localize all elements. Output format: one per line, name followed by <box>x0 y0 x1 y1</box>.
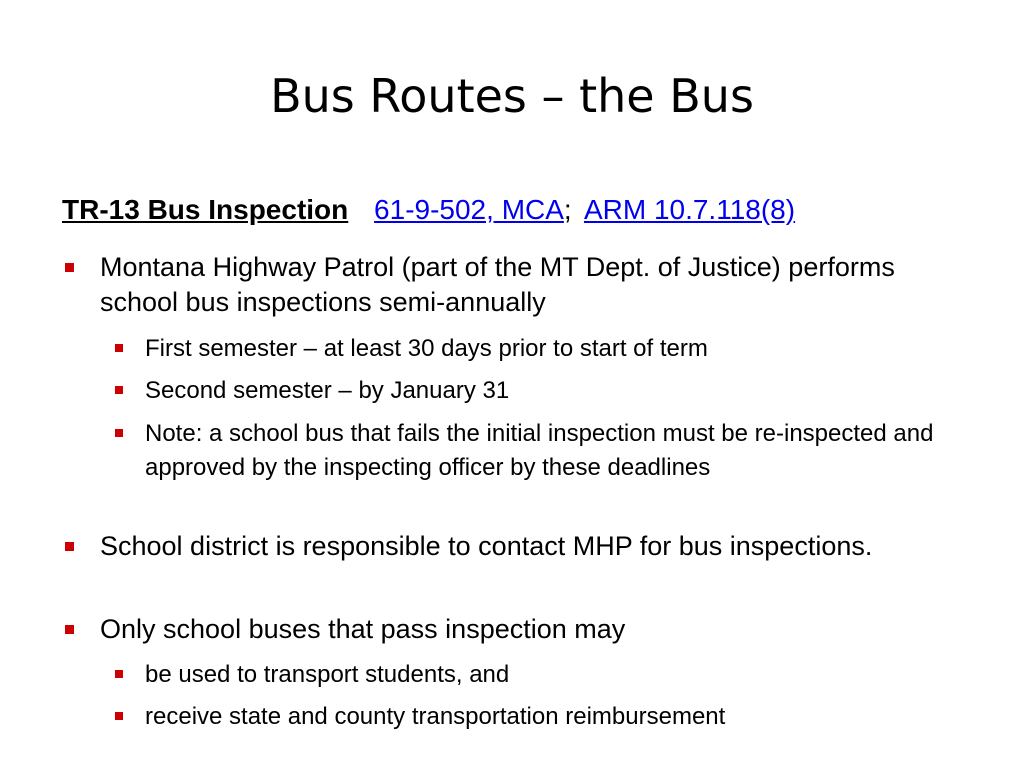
sub-bullet-text: Note: a school bus that fails the initial inspection must be re-inspected and approved by the inspecting officer by these deadlines <box>145 420 934 481</box>
rule-link[interactable]: ARM 10.7.118(8) <box>583 194 796 225</box>
bullet-text: Only school buses that pass inspection may <box>100 614 626 644</box>
bullet-item <box>100 612 960 647</box>
sub-bullet-text: be used to transport students, and <box>145 661 510 688</box>
sub-bullet-item <box>145 700 945 734</box>
sub-bullet-text: First semester – at least 30 days prior to start of term <box>145 335 708 362</box>
bullet-text: School district is responsible to contact MHP for bus inspections. <box>100 531 873 561</box>
bullet-marker-icon <box>65 625 74 634</box>
heading-label: TR-13 Bus Inspection <box>62 194 349 225</box>
sub-bullet-item <box>145 374 945 408</box>
section-heading <box>62 192 795 228</box>
sub-bullet-marker-icon <box>115 670 123 678</box>
sub-bullet-item <box>145 332 945 366</box>
sub-bullet-item <box>145 417 945 485</box>
bullet-item <box>100 529 960 564</box>
sub-bullet-item <box>145 658 945 692</box>
sub-bullet-marker-icon <box>115 344 123 352</box>
bullet-text: Montana Highway Patrol (part of the MT Dept. of Justice) performs school bus inspections semi-annually <box>100 252 895 317</box>
sub-bullet-marker-icon <box>115 429 123 437</box>
bullet-marker-icon <box>65 263 74 272</box>
bullet-marker-icon <box>65 542 74 551</box>
sub-bullet-marker-icon <box>115 712 123 720</box>
statute-link[interactable]: 61-9-502, MCA <box>374 194 564 225</box>
sub-bullet-text: receive state and county transportation reimbursement <box>145 703 726 730</box>
bullet-item <box>100 250 960 320</box>
sub-bullet-text: Second semester – by January 31 <box>145 377 510 404</box>
heading-separator: ; <box>563 194 572 225</box>
sub-bullet-marker-icon <box>115 386 123 394</box>
slide-title: Bus Routes – the Bus <box>270 69 754 123</box>
